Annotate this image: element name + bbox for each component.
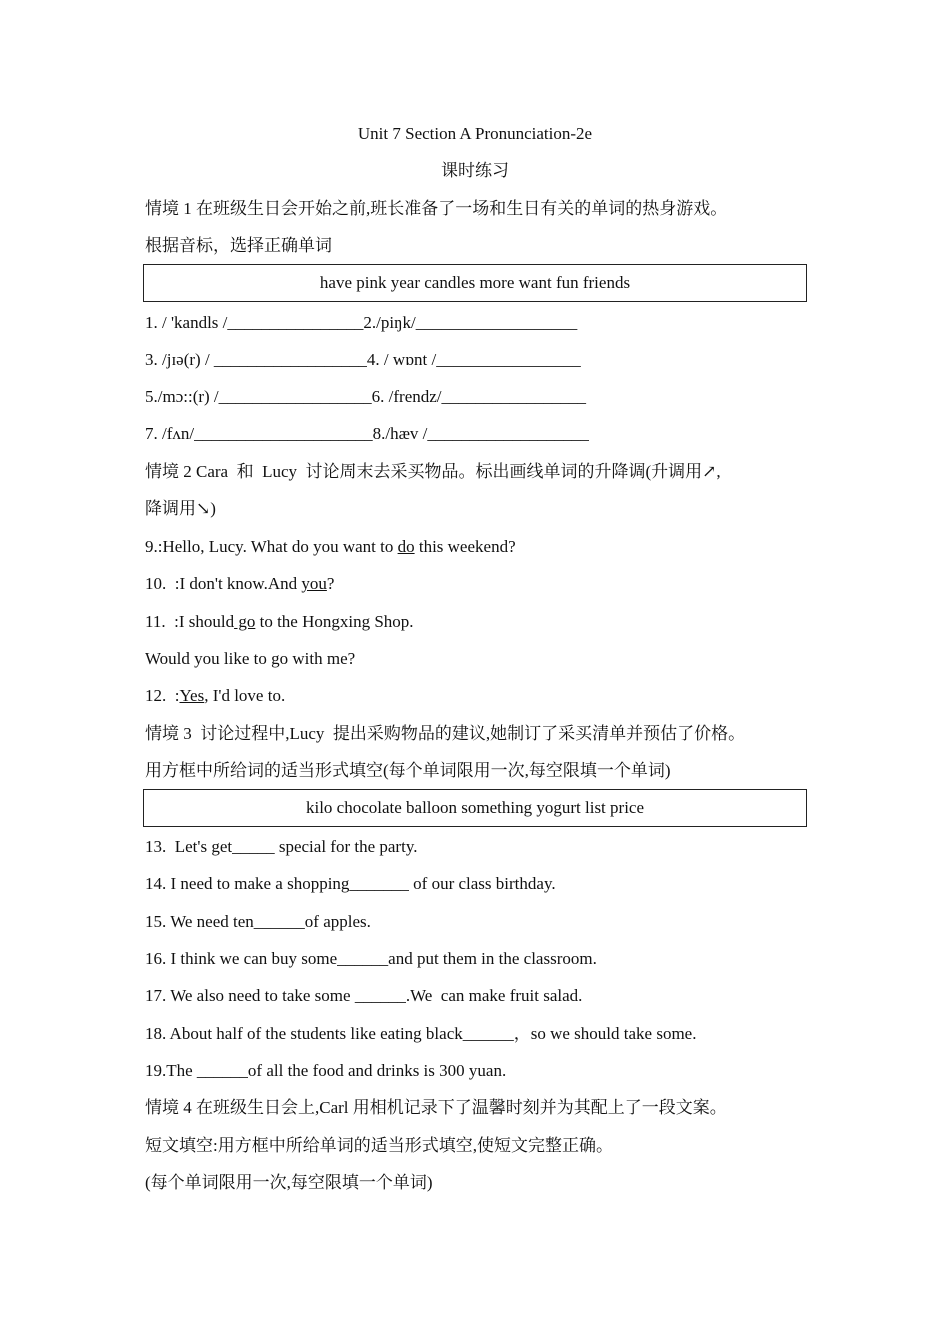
page-subtitle: 课时练习 — [441, 161, 509, 180]
question-19: 19.The ______of all the food and drinks is 300 yuan. — [145, 1061, 507, 1080]
question-13: 13. Let's get_____ special for the party. — [145, 837, 418, 856]
situation-2-intro-cont: 降调用↘) — [145, 499, 216, 518]
situation-4-note: (每个单词限用一次,每空限填一个单词) — [145, 1173, 433, 1192]
situation-3-instruction: 用方框中所给词的适当形式填空(每个单词限用一次,每空限填一个单词) — [145, 761, 671, 780]
situation-2-intro: 情境 2 Cara 和 Lucy 讨论周末去采买物品。标出画线单词的升降调(升调用↗, — [145, 462, 721, 481]
question-5-6: 5./mɔ::(r) /__________________6. /frendz/_________________ — [145, 387, 587, 406]
situation-3-intro: 情境 3 讨论过程中,Lucy 提出采购物品的建议,她制订了采买清单并预估了价格。 — [145, 724, 746, 743]
question-17: 17. We also need to take some ______.We can make fruit salad. — [145, 986, 583, 1005]
question-10: 10. :I don't know.And you? — [145, 574, 335, 593]
situation-1-intro: 情境 1 在班级生日会开始之前,班长准备了一场和生日有关的单词的热身游戏。 — [145, 199, 728, 218]
situation-4-intro: 情境 4 在班级生日会上,Carl 用相机记录下了温馨时刻并为其配上了一段文案。 — [145, 1098, 727, 1117]
question-3-4: 3. /jɪə(r) / __________________4. / wɒnt /_________________ — [145, 350, 581, 369]
question-16: 16. I think we can buy some______and put them in the classroom. — [145, 949, 597, 968]
question-14: 14. I need to make a shopping_______ of our class birthday. — [145, 874, 556, 893]
situation-1-instruction: 根据音标，选择正确单词 — [145, 236, 332, 255]
question-9: 9.:Hello, Lucy. What do you want to do this weekend? — [145, 537, 516, 556]
question-1-2: 1. / 'kandls /________________2./piŋk/___________________ — [145, 313, 578, 332]
question-12: 12. :Yes, I'd love to. — [145, 686, 286, 705]
situation-4-instruction: 短文填空:用方框中所给单词的适当形式填空,使短文完整正确。 — [145, 1136, 613, 1155]
question-11: 11. :I should go to the Hongxing Shop. — [145, 612, 414, 631]
question-11-cont: Would you like to go with me? — [145, 649, 356, 668]
word-box-1: have pink year candles more want fun friends — [143, 264, 807, 302]
question-7-8: 7. /fʌn/_____________________8./hæv /___________________ — [145, 424, 589, 443]
page-title: Unit 7 Section A Pronunciation-2e — [357, 124, 593, 143]
word-box-2: kilo chocolate balloon something yogurt list price — [143, 789, 807, 827]
question-15: 15. We need ten______of apples. — [145, 912, 371, 931]
question-18: 18. About half of the students like eating black______，so we should take some. — [145, 1024, 697, 1043]
